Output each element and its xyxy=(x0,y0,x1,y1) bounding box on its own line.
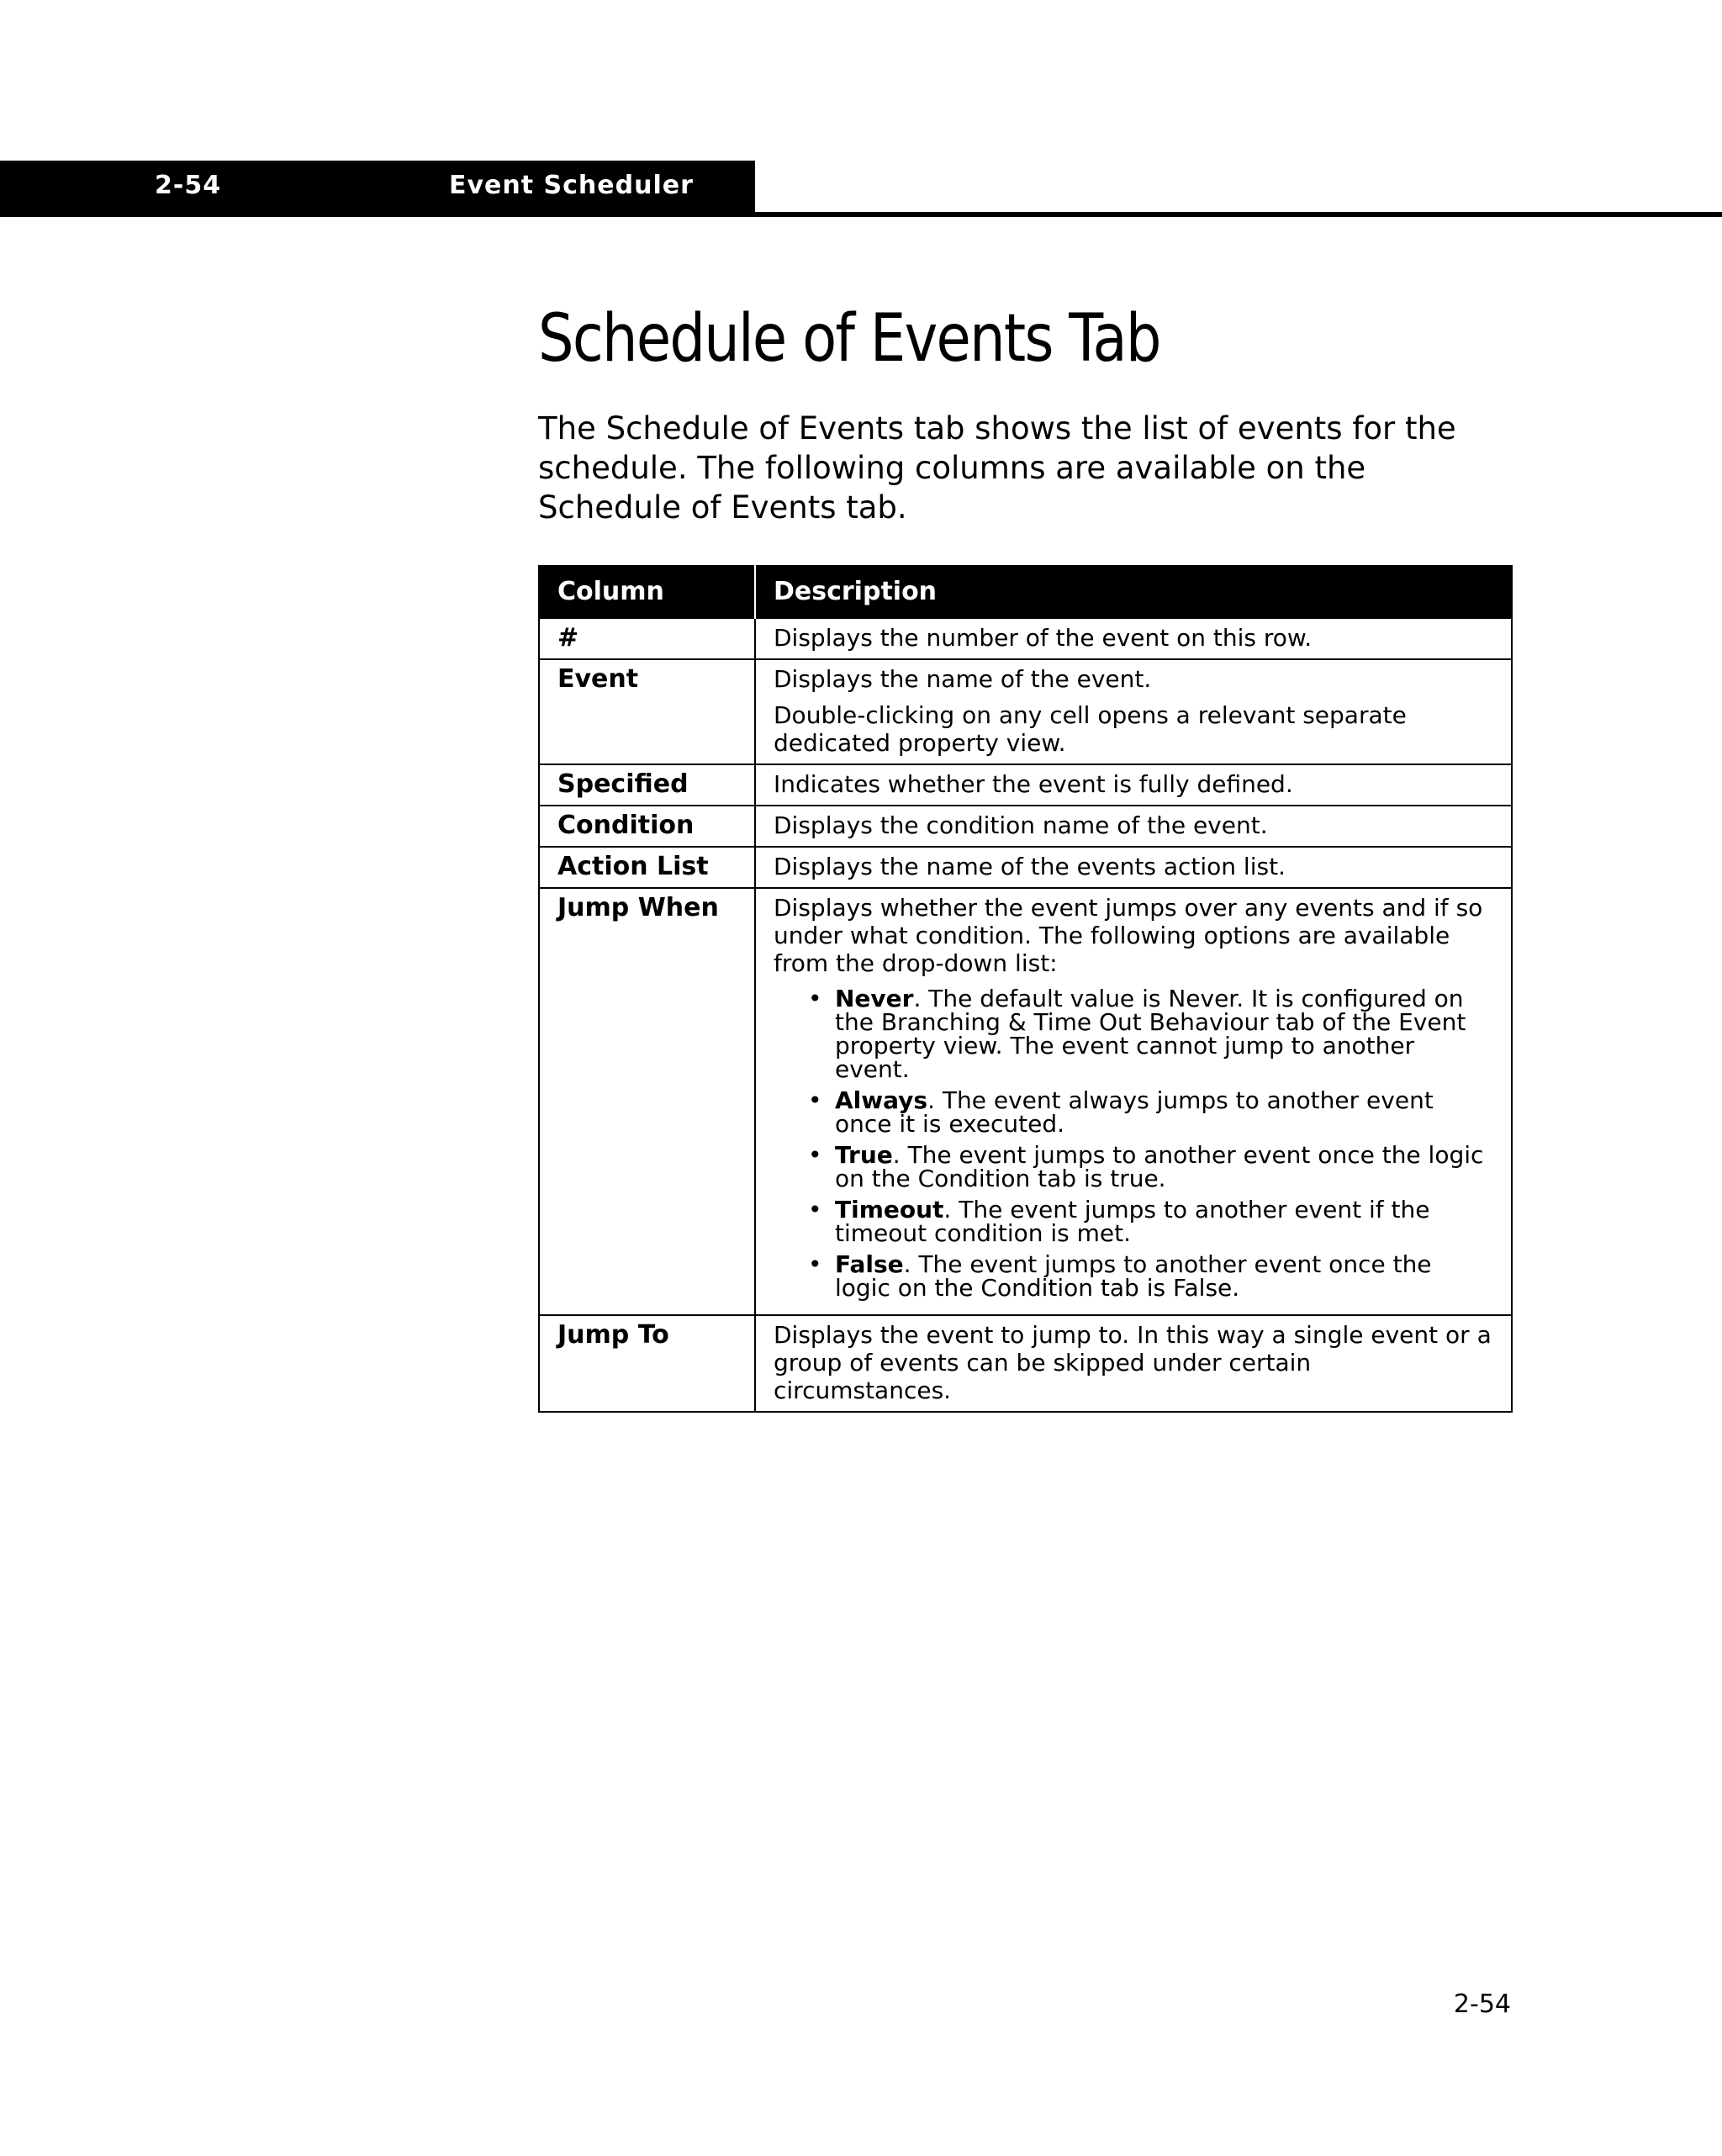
list-item xyxy=(835,1250,1494,1302)
table-row xyxy=(539,847,1512,888)
intro-paragraph: The Schedule of Events tab shows the list of events for the schedule. The following columns are available on the Schedule of Events tab. xyxy=(538,410,1456,526)
row-description xyxy=(755,659,1512,764)
option-text: . The event jumps to another event once the logic on the Condition tab is False. xyxy=(835,1250,1432,1302)
option-name: False xyxy=(835,1250,904,1278)
row-name: Specified xyxy=(539,764,755,806)
description-text: Displays the event to jump to. In this way a single event or a group of events can be skipped under certain circumstances. xyxy=(774,1321,1492,1404)
option-text: . The event always jumps to another event once it is executed. xyxy=(835,1086,1434,1138)
list-item xyxy=(835,1198,1494,1245)
header-rule xyxy=(755,212,1722,217)
option-text: . The event jumps to another event once the logic on the Condition tab is true. xyxy=(835,1141,1484,1192)
list-item xyxy=(835,987,1494,1081)
option-text: . The default value is Never. It is configured on the Branching & Time Out Behaviour tab of the Event property view. The event cannot jump to another event. xyxy=(835,985,1466,1083)
page-title: Schedule of Events Tab xyxy=(538,301,1160,377)
description-text: Displays the condition name of the event. xyxy=(774,811,1268,839)
header-section-title: Event Scheduler xyxy=(449,171,694,200)
description-text: Displays the number of the event on this row. xyxy=(774,624,1313,652)
description-text: Displays the name of the event. xyxy=(774,665,1152,693)
option-name: Always xyxy=(835,1086,928,1114)
row-name: Condition xyxy=(539,806,755,847)
row-description xyxy=(755,806,1512,847)
column-header-description: Description xyxy=(755,565,1512,618)
option-text: . The event jumps to another event if the timeout condition is met. xyxy=(835,1196,1430,1247)
option-name: Never xyxy=(835,985,914,1012)
row-name: Jump To xyxy=(539,1315,755,1412)
table-row xyxy=(539,806,1512,847)
list-item xyxy=(835,1141,1494,1192)
columns-table xyxy=(538,565,1513,1413)
row-description xyxy=(755,618,1512,659)
option-name: True xyxy=(835,1141,893,1169)
description-text: Indicates whether the event is fully defined. xyxy=(774,770,1293,798)
table-row xyxy=(539,888,1512,1315)
column-header-column: Column xyxy=(539,565,755,618)
footer-page-number: 2-54 xyxy=(1453,1990,1511,2019)
row-name: Action List xyxy=(539,847,755,888)
table-row xyxy=(539,659,1512,764)
row-name: Jump When xyxy=(539,888,755,1315)
header-page-number: 2-54 xyxy=(155,171,222,200)
option-name: Timeout xyxy=(835,1196,944,1223)
table-row xyxy=(539,764,1512,806)
row-name: # xyxy=(539,618,755,659)
description-text: Displays whether the event jumps over any events and if so under what condition. The following options are available from the drop-down list: xyxy=(774,894,1483,977)
row-description xyxy=(755,1315,1512,1412)
description-text: Displays the name of the events action list. xyxy=(774,853,1286,880)
table-row xyxy=(539,618,1512,659)
row-description xyxy=(755,888,1512,1315)
description-text: Double-clicking on any cell opens a relevant separate dedicated property view. xyxy=(774,701,1407,757)
list-item xyxy=(835,1086,1494,1138)
row-name: Event xyxy=(539,659,755,764)
row-description xyxy=(755,764,1512,806)
table-row xyxy=(539,1315,1512,1412)
table-header-row xyxy=(539,565,1512,618)
jump-when-options-list xyxy=(774,987,1494,1300)
row-description xyxy=(755,847,1512,888)
